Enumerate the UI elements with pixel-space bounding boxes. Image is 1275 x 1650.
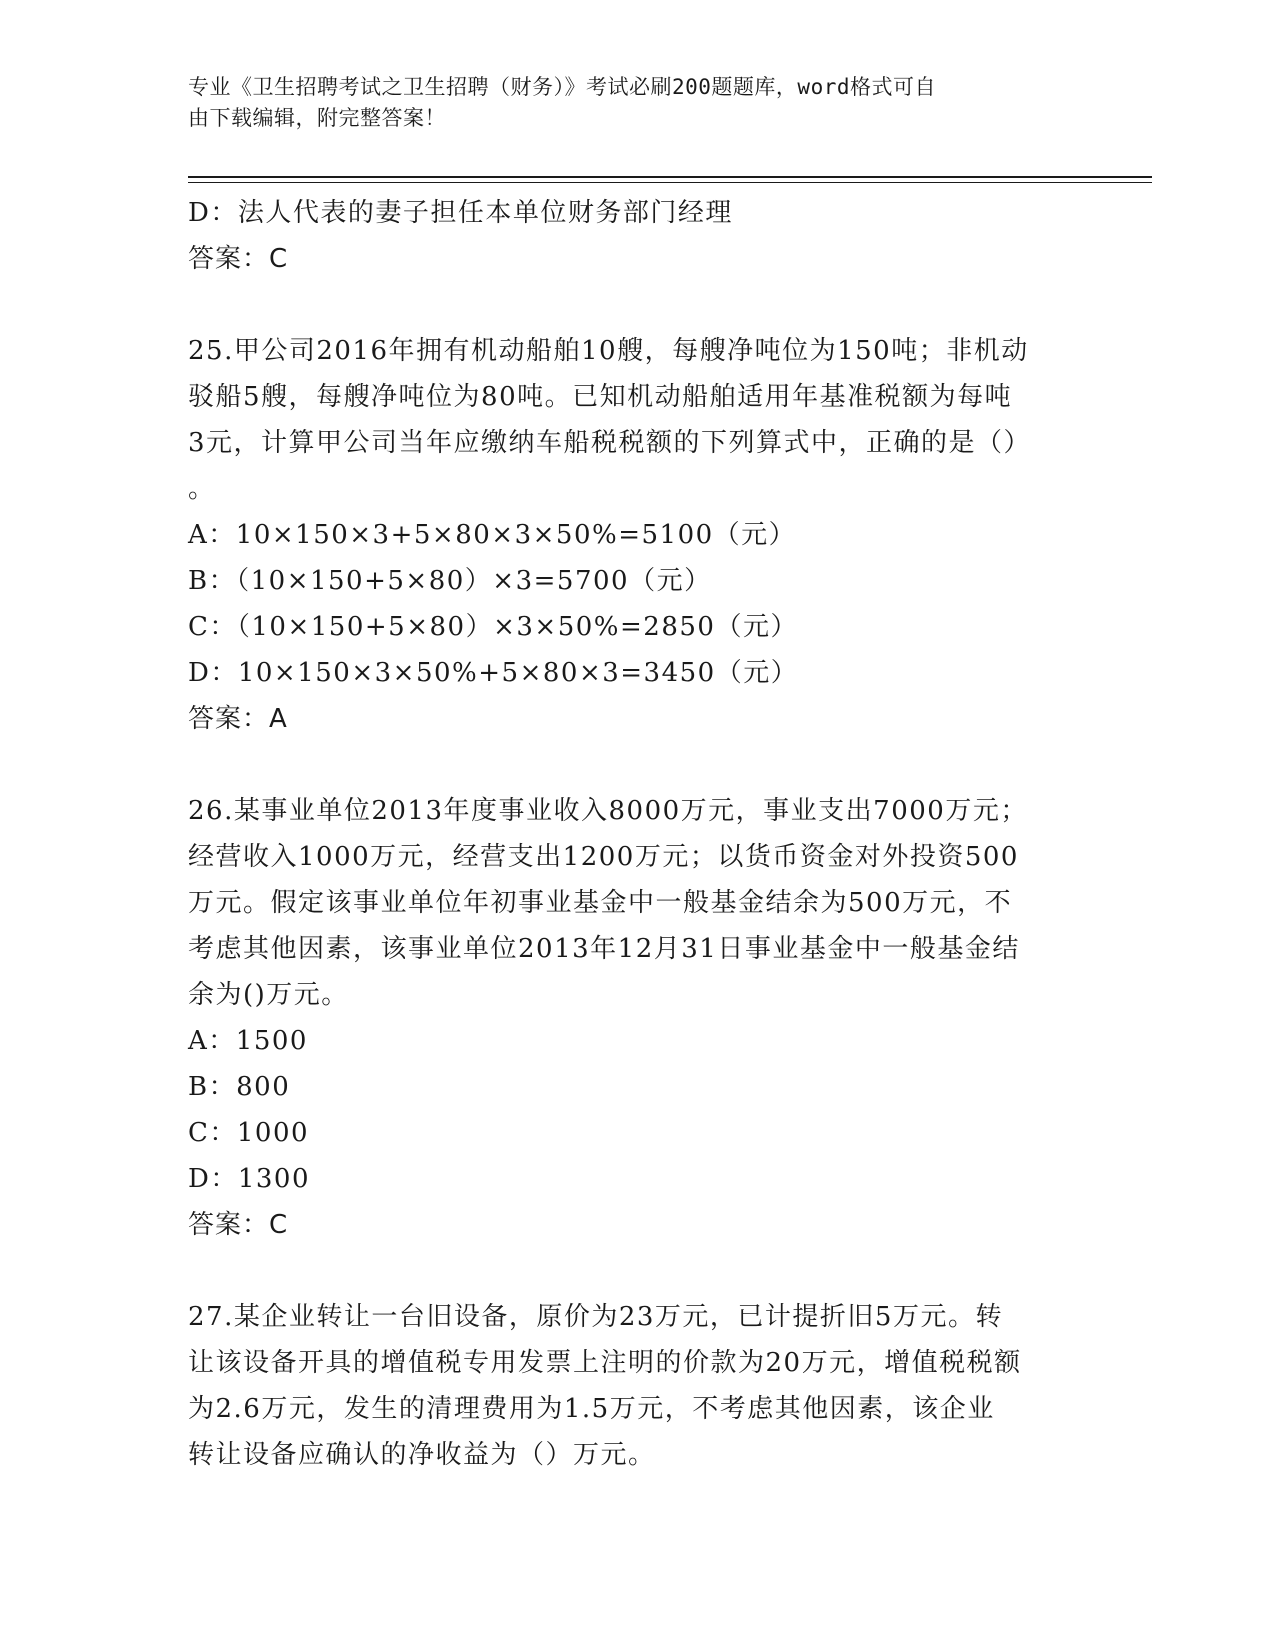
header-line-1: 专业《卫生招聘考试之卫生招聘（财务）》考试必刷200题题库，word格式可自 xyxy=(188,75,936,99)
question-26-line-2: 经营收入1000万元，经营支出1200万元；以货币资金对外投资500 xyxy=(188,842,1019,872)
question-25-line-4: 。 xyxy=(188,474,216,504)
question-26-line-3: 万元。假定该事业单位年初事业基金中一般基金结余为500万元，不 xyxy=(188,888,1013,918)
document-body xyxy=(188,190,1088,1478)
spacer xyxy=(188,282,1088,328)
question-26 xyxy=(188,788,1088,1248)
question-25-option-b: B：（10×150+5×80）×3=5700（元） xyxy=(188,566,712,596)
header-line-2: 由下载编辑，附完整答案！ xyxy=(188,106,446,130)
question-25-option-a: A：10×150×3+5×80×3×50%=5100（元） xyxy=(188,520,797,550)
prev-question-option-d: D：法人代表的妻子担任本单位财务部门经理 xyxy=(188,198,733,228)
question-26-option-d: D：1300 xyxy=(188,1164,311,1194)
question-26-line-1: 26.某事业单位2013年度事业收入8000万元，事业支出7000万元； xyxy=(188,796,1028,826)
document-header xyxy=(188,72,1068,134)
header-divider-thin xyxy=(188,182,1152,183)
question-25-line-2: 驳船5艘，每艘净吨位为80吨。已知机动船舶适用年基准税额为每吨 xyxy=(188,382,1013,412)
question-25-line-3: 3元，计算甲公司当年应缴纳车船税税额的下列算式中，正确的是（） xyxy=(188,428,1032,458)
question-26-option-a: A：1500 xyxy=(188,1026,308,1056)
question-25-line-1: 25.甲公司2016年拥有机动船舶10艘，每艘净吨位为150吨；非机动 xyxy=(188,336,1029,366)
question-26-line-4: 考虑其他因素，该事业单位2013年12月31日事业基金中一般基金结 xyxy=(188,934,1020,964)
question-26-option-b: B：800 xyxy=(188,1072,291,1102)
header-divider-thick xyxy=(188,176,1152,178)
spacer xyxy=(188,742,1088,788)
question-25-option-d: D：10×150×3×50%+5×80×3=3450（元） xyxy=(188,658,799,688)
question-26-option-c: C：1000 xyxy=(188,1118,310,1148)
spacer xyxy=(188,1248,1088,1294)
question-27-line-2: 让该设备开具的增值税专用发票上注明的价款为20万元，增值税税额 xyxy=(188,1348,1022,1378)
question-26-line-5: 余为()万元。 xyxy=(188,980,349,1010)
question-25-option-c: C：（10×150+5×80）×3×50%=2850（元） xyxy=(188,612,798,642)
question-27-line-4: 转让设备应确认的净收益为（）万元。 xyxy=(188,1440,656,1470)
question-27-line-3: 为2.6万元，发生的清理费用为1.5万元，不考虑其他因素，该企业 xyxy=(188,1394,995,1424)
question-27 xyxy=(188,1294,1088,1478)
question-26-answer: 答案：C xyxy=(188,1210,289,1240)
question-25 xyxy=(188,328,1088,742)
prev-question-answer: 答案：C xyxy=(188,244,289,274)
question-25-answer: 答案：A xyxy=(188,704,288,734)
question-27-line-1: 27.某企业转让一台旧设备，原价为23万元，已计提折旧5万元。转 xyxy=(188,1302,1003,1332)
